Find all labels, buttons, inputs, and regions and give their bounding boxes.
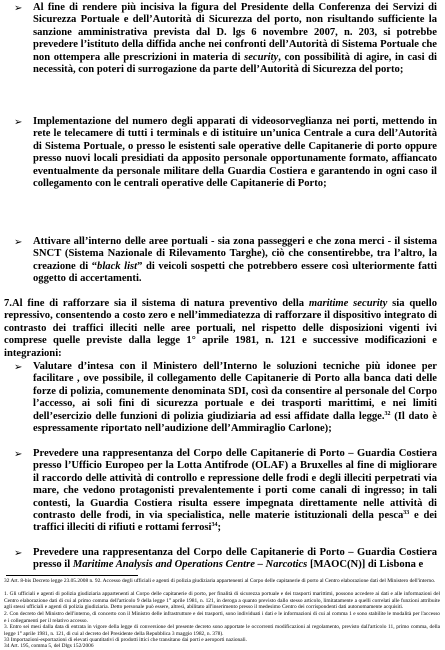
item-text-italic: Maritime Analysis and Operations Centre – Narcotics [72,559,308,571]
footnote-separator [6,575,138,576]
item-text: Implementazione del numero degli apparati di videosorveglianza nei porti, mettendo in rete le telecamere di tutti i terminals e di istituire un’unica Centrale a cura dell’Autorità di Sistema Portuale, o presso le esistenti sale operative delle Capitanerie di porto oppure presso nuovi locali presidiati da apposito personale opportunamente formato, affiancato eventualmente da personale militare della Guardia Costiera e garantendo in ogni caso il collegamento con le centrali operative delle Capitanerie di Porto; [33,116,437,190]
item-text-end: ” di veicoli sospetti che potrebbero essere così ulteriormente fatti oggetto di accertamenti. [33,260,437,285]
footnote-34: 34 Art. 195, comma 5, del Dlgs 152/2006 [4,643,94,649]
footnote-33: 33 Importazioni-esportazioni di elevati quantitativi di prodotti ittici che transitano dai porti e aeroporti nazionali. [4,637,247,643]
para-text-start: 7.Al fine di rafforzare sia il sistema di natura preventivo della [4,298,309,309]
item-text-middle: e dei traffici illeciti di rifiuti e rottami ferrosi [33,510,437,534]
list-item [33,361,437,435]
bullet-icon: ➢ [14,3,23,14]
item-text-start: Valutare d’intesa con il Ministero dell’Interno le soluzioni tecniche più idonee per facilitare , ove possibile, il collegamento delle Capitanerie di Porto alla banca dati delle forze di polizia, comunemente denominata SDI, così da consentire al personale del Corpo l’accesso, ai soli fini di sicurezza portuale e dei trasporti marittimi, e nei limiti dell’esercizio delle funzioni di polizia giudiziaria ad essi affidate dalla legge. [33,361,437,422]
item-text-start: Prevedere una rappresentanza del Corpo delle Capitanerie di Porto – Guardia Costiera presso il [33,547,437,571]
paragraph-7 [4,298,437,360]
footnote-ref-34: 34 [211,522,218,529]
footnote-ref-32: 32 [384,410,391,417]
list-item [33,547,437,572]
item-text-italic: security [244,51,279,63]
item-text-end: [MAOC(N)] di Lisbona e [307,559,424,571]
item-text-start: Prevedere una rappresentanza del Corpo delle Capitanerie di Porto – Guardia Costiera presso l’Ufficio Europeo per la Lotta Antifrode (OLAF) a Bruxelles al fine di migliorare il raccordo delle attività di controllo e repressione delle frodi e degli illeciti perpetrati via mare, che vedono protagonisti prevalentemente i porti come canali di ingresso; in tali contesti, la Guardia Costiera risulta essere impegnata direttamente nelle attività di contrasto delle frodi, in via specialistica, nelle materie istituzionali della pesca [33,448,437,522]
bullet-icon: ➢ [14,237,23,248]
item-text-end: (Il dato è espressamente riportato nell’audizione dell’Ammiraglio Carlone); [33,410,437,435]
footnote-ref-33: 33 [403,510,410,517]
list-item [33,2,437,76]
bullet-icon: ➢ [14,449,23,460]
item-text-italic: black list [97,260,138,272]
para-text-italic: maritime security [308,298,388,309]
footnote-32-para-2: 2. Con decreto del Ministro dell'interno, di concerto con il Ministro delle infrastrutture e dei trasporti, sono individuati i dati e le informazioni di cui al comma 1 e sono stabilite le modalità per l'accesso e i collegamenti per il relativo accesso. [4,611,440,624]
bullet-icon: ➢ [14,362,23,373]
bullet-icon: ➢ [14,117,23,128]
list-item [33,448,437,535]
list-item [33,116,437,190]
footnote-32-para-3: 3. Entro sei mesi dalla data di entrata in vigore della legge di conversione del presente decreto sono apportate le occorrenti modificazioni al regolamento, previsto dall'articolo 11, primo comma, della legge 1° aprile 1981, n. 121, di cui al decreto del Presidente della Repubblica 3 maggio 1982, n. 378). [4,624,440,637]
item-text-start: Attivare all’interno delle aree portuali - sia zona passeggeri e che zona merci - il sistema SNCT (Sistema Nazionale di Rilevamento Targhe), ciò che consentirebbe, tra l’altro, la creazione di “ [33,236,437,272]
item-text-end: ; [217,522,221,534]
list-item [33,236,437,286]
footnote-32-para-1: 1. Gli ufficiali e agenti di polizia giudiziaria appartenenti al Corpo delle capitanerie di porto, per finalità di sicurezza portuale e dei trasporti marittimi, possono accedere ai dati e alle informazioni del Centro elaborazione dati di cui al primo comma dell'articolo 9 della legge 1° aprile 1981, n. 121, in deroga a quanto previsto dallo stesso articolo, limitatamente a quelli correlati alle funzioni attribuite agli stessi ufficiali e agenti di polizia giudiziaria. Detto personale può essere, altresì, abilitato all'inserimento presso il medesimo Centro dei corrispondenti dati autonomamente acquisiti. [4,591,440,610]
item-text-start: Al fine di rendere più incisiva la figura del Presidente della Conferenza dei Servizi di Sicurezza Portuale e dell’Autorità di Sicurezza del porto, non risultando sufficiente la sanzione amministrativa prevista dal D. lgs 6 novembre 2007, n. 203, si potrebbe prevedere l’istituto della diffida anche nei confronti dell’Autorità di Sistema Portuale che non ottempera alle prescrizioni in materia di [33,2,437,63]
para-text-end: sia quello repressivo, consentendo a costo zero e nell’immediatezza di rafforzare il dispositivo integrato di contrasto dei traffici illeciti nelle aree portuali, nel rispetto delle disposizioni vigenti ivi comprese quelle previste dalla legge 1° aprile 1981, n. 121 e successive modificazioni e integrazioni: [4,298,437,359]
bullet-icon: ➢ [14,548,23,559]
item-text-end: , con possibilità di agire, in casi di necessità, con poteri di surrogazione da parte dell’Autorità di Sicurezza del porto; [33,51,437,76]
footnote-32: 32 Art. 8-bis Decreto legge 23.05.2008 n. 92. Accesso degli ufficiali e agenti di polizia giudiziaria appartenenti al Corpo delle capitanerie di porto al Centro elaborazione dati del Ministero dell'interno. [4,578,436,584]
